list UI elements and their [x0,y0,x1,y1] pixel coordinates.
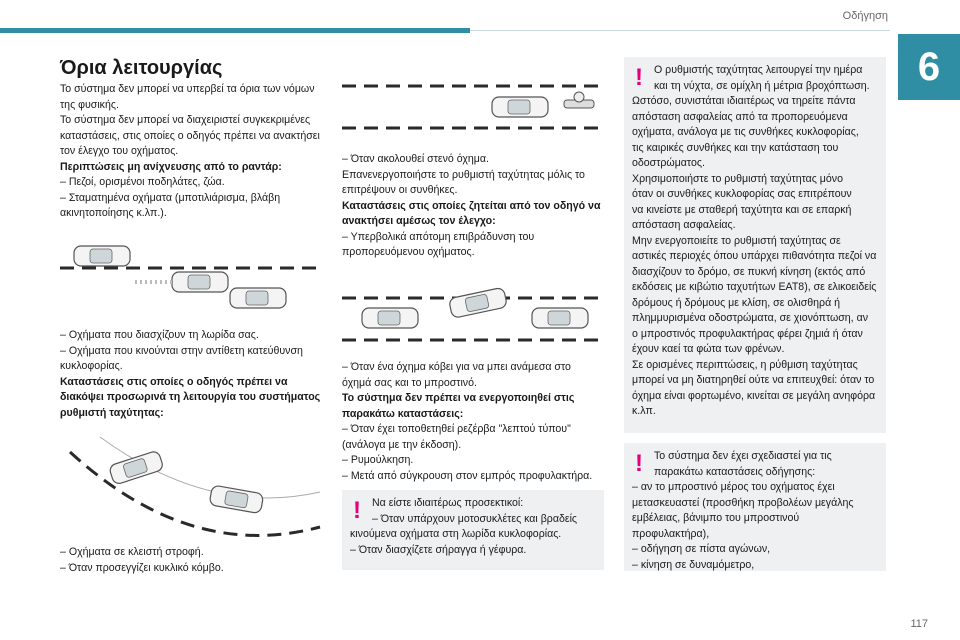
list-item: – Σταματημένα οχήματα (μποτιλιάρισμα, βλάβη [60,191,281,204]
list-item: – Οχήματα που κινούνται στην αντίθετη κατεύθυνση [60,344,303,357]
warning-line: να κινείστε με σταθερή ταχύτητα και σε επαρκή [632,203,852,216]
chapter-title: Οδήγηση [842,10,888,22]
list-item: – Υπερβολικά απότομη επιβράδυνση του [342,230,535,243]
warning-line: Μην ενεργοποιείτε το ρυθμιστή ταχύτητας σε [632,234,841,247]
warning-line: Να είστε ιδιαιτέρως προσεκτικοί: [372,497,524,509]
section-title: Όρια λειτουργίας [60,57,223,79]
car-icon [449,287,508,318]
warning-line: – Όταν διασχίζετε σήραγγα ή γέφυρα. [350,543,527,556]
warning-line: διασχίζουν το δρόμο, σε πυκνή κίνηση (εκτός από [632,265,866,278]
list-item: προπορευόμενου οχήματος. [342,246,475,258]
warning-line: αστικές περιοχές όπου υπάρχει πιθανότητα πεζοί να [632,250,877,262]
warning-line: εκδόσεις με κιβώτιο ταχυτήτων EAT8), σε ελικοειδείς [632,281,877,293]
car-icon [74,246,130,266]
list-item: κυκλοφορίας. [60,360,123,372]
warning-box-careful [342,490,604,570]
col2-top [342,152,604,261]
list-item: – Μετά από σύγκρουση στον εμπρός προφυλακτήρα. [342,469,593,482]
warning-line: οχήματα, ανάλογα με τις συνθήκες κυκλοφορίας, [632,126,859,138]
list-item: – Οχήματα σε κλειστή στροφή. [60,546,204,558]
warning-line: δρόμους ή δρόμους με κλίση, σε ολισθηρά ή [632,296,841,309]
page-number: 117 [910,618,928,630]
header-divider [470,30,890,31]
list-item: ακινητοποίησης κ.λπ.). [60,207,167,219]
warning-box-not-designed [624,443,886,571]
text-line: επιτρέψουν οι συνθήκες. [342,184,458,196]
warning-exclamation-icon: ! [635,64,643,91]
list-item: – Ρυμούλκηση. [342,454,414,466]
illustration-traffic-lanes [60,238,322,318]
warning-line: απόσταση ασφαλείας από τα προπορευόμενα [632,110,848,123]
car-icon [532,308,588,328]
motorcycle-icon [564,92,594,108]
warning-line: Σε ορισμένες περιπτώσεις, η ρύθμιση ταχύτητας [632,358,858,371]
warning-line: απόσταση ασφαλείας. [632,219,736,231]
car-icon [230,288,286,308]
warning-line: Ωστόσο, συνιστάται ιδιαιτέρως να τηρείτε πάντα [632,95,856,107]
subheading: Καταστάσεις στις οποίες ζητείται από τον οδηγό να [342,199,601,212]
text-line: καταστάσεις, στις οποίες ο οδηγός πρέπει να ανακτήσει [60,129,320,142]
warning-line: τις καιρικές συνθήκες και την κατάσταση του [632,141,839,154]
illustration-narrow-vehicle [342,80,604,135]
col1-mid [60,328,322,421]
subheading: διακόψει προσωρινά τη λειτουργία του συστήματος [60,391,321,403]
warning-line: Χρησιμοποιήστε το ρυθμιστή ταχύτητας μόνο [632,172,843,185]
warning-line: οδοστρώματος. [632,157,705,169]
warning-line: Ο ρυθμιστής ταχύτητας λειτουργεί την ημέρα [654,64,863,76]
list-item: (ανάλογα με την έκδοση). [342,438,462,451]
list-item: – Πεζοί, ορισμένοι ποδηλάτες, ζώα. [60,176,225,188]
illustration-cut-in [342,278,604,348]
warning-exclamation-icon: ! [635,450,643,477]
warning-line: – οδήγηση σε πίστα αγώνων, [632,543,771,555]
subheading: ρυθμιστή ταχύτητας: [60,406,164,419]
warning-line: κινούμενα οχήματα στη λωρίδα κυκλοφορίας. [350,528,562,540]
subheading: παρακάτω καταστάσεις: [342,407,464,420]
subheading: ανακτήσει αμέσως τον έλεγχο: [342,215,496,227]
list-item: – Όταν ακολουθεί στενό όχημα. [342,153,489,165]
warning-exclamation-icon: ! [353,497,361,524]
chapter-number-tab: 6 [898,34,960,100]
list-item: – Όταν ένα όχημα κόβει για να μπει ανάμεσα στο [342,361,571,373]
text-line: της φυσικής. [60,98,119,111]
warning-line: εμβέλειας, βάνιμπο του μπροστινού προφυλακτήρα), [632,512,800,540]
car-icon [492,97,548,117]
warning-line: μετασκευαστεί (προσθήκη προβολέων μεγάλης [632,496,854,509]
warning-line: πλημμυρισμένα οδοστρώματα, σε χιονόπτωση, αν [632,312,868,324]
warning-line: κ.λπ. [632,405,656,417]
warning-line: όχημα είναι φορτωμένο, κινείται σε μεγάλη ανηφόρα [632,389,876,402]
warning-line: παρακάτω καταστάσεις οδήγησης: [654,465,816,478]
col1-bottom [60,545,322,576]
car-icon [209,485,264,514]
text-line: τον έλεγχο του οχήματος. [60,145,179,157]
warning-line: έχουν καεί τα φώτα των φρένων. [632,343,785,355]
header-accent-bar [0,28,470,33]
list-item: όχημά σας και το μπροστινό. [342,376,477,389]
text-line: Το σύστημα δεν μπορεί να υπερβεί τα όρια των νόμων [60,83,315,95]
car-icon [132,272,228,292]
warning-line: όταν οι συνθήκες κυκλοφορίας σας επιτρέπουν [632,188,852,200]
subheading: Καταστάσεις στις οποίες ο οδηγός πρέπει να [60,375,288,388]
col1-intro [60,82,322,222]
list-item: – Οχήματα που διασχίζουν τη λωρίδα σας. [60,329,259,341]
car-icon [108,450,164,485]
illustration-curve [60,432,322,542]
warning-line: μπορεί να μη διατηρηθεί ούτε να επιτευχθεί: όταν το [632,374,875,386]
text-line: Το σύστημα δεν μπορεί να διαχειριστεί συγκεκριμένες [60,114,311,126]
warning-line: και τη νύχτα, σε ομίχλη ή μέτρια βροχόπτωση. [654,79,870,92]
subheading: Το σύστημα δεν πρέπει να ενεργοποιηθεί στις [342,392,575,404]
warning-line: – κίνηση σε δυναμόμετρο, [632,558,755,571]
col2-mid [342,360,604,484]
list-item: – Όταν έχει τοποθετηθεί ρεζέρβα "λεπτού τύπου" [342,423,571,435]
warning-line: – Όταν υπάρχουν μοτοσυκλέτες και βραδείς [372,512,578,525]
subheading: Περιπτώσεις μη ανίχνευσης από το ραντάρ: [60,160,282,173]
warning-box-usage [624,57,886,433]
warning-line: Το σύστημα δεν έχει σχεδιαστεί για τις [654,450,832,462]
car-icon [362,308,418,328]
list-item: – Όταν προσεγγίζει κυκλικό κόμβο. [60,561,224,574]
warning-line: ο μπροστινός προφυλακτήρας φέρει ζημιά ή όταν [632,327,863,340]
warning-line: – αν το μπροστινό μέρος του οχήματος έχει [632,481,835,493]
text-line: Επανενεργοποιήστε το ρυθμιστή ταχύτητας μόλις το [342,168,585,181]
